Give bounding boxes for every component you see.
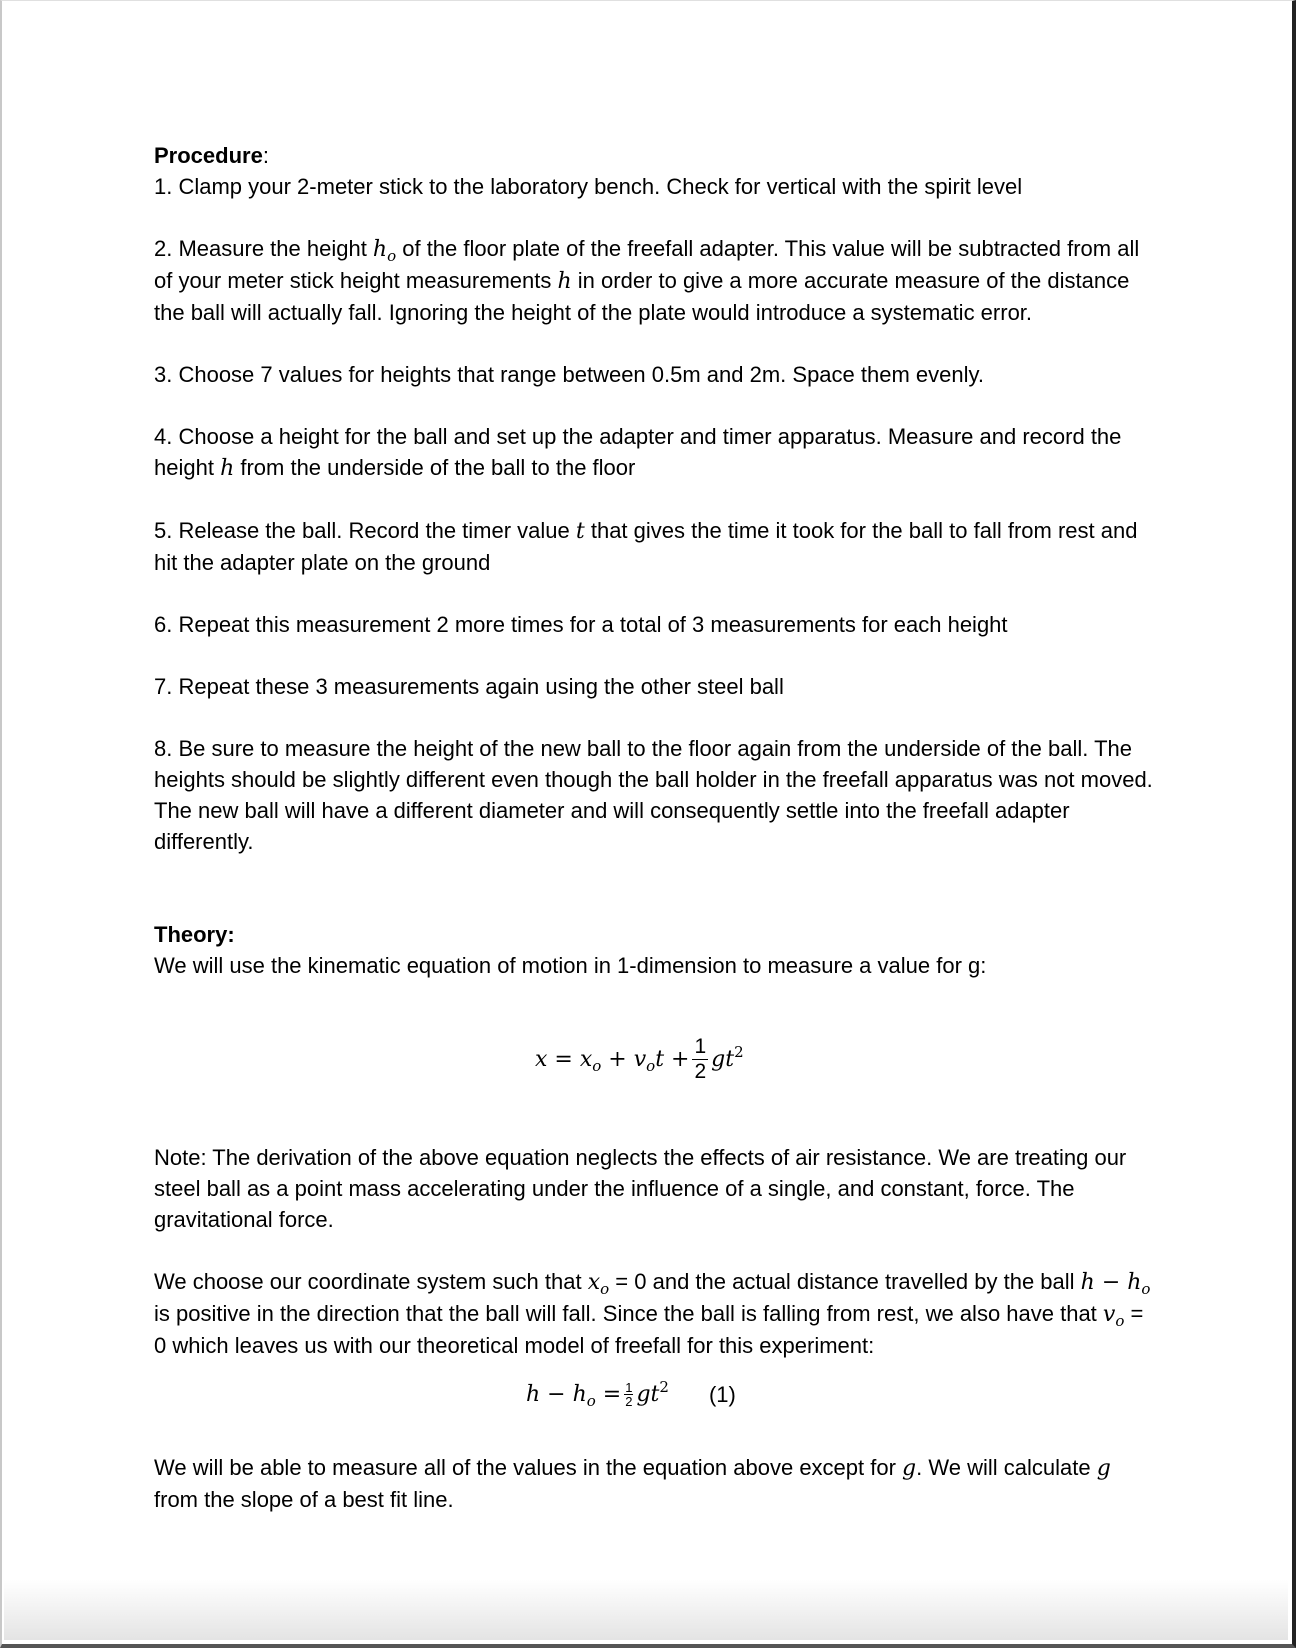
procedure-step-8: 8. Be sure to measure the height of the new ball to the floor again from the underside of the ball. The heights should be slightly different even though the ball holder in the freefall apparatus was not moved. The new ball will have a different diameter and will consequently settle into the freefall adapter differently.: [154, 736, 1153, 854]
page-bottom-shadow: [4, 1580, 1288, 1640]
procedure-heading: Procedure:: [154, 143, 269, 168]
procedure-step-1: 1. Clamp your 2-meter stick to the laboratory bench. Check for vertical with the spirit level: [154, 174, 1023, 199]
freefall-model-equation: $h - h_o$ = $\frac{1}{2}$ $gt^2$ (1): [526, 1378, 736, 1410]
procedure-step-5: 5. Release the ball. Record the timer value t that gives the time it took for the ball to fall from rest and hit the adapter plate on the ground: [154, 518, 1138, 575]
theory-closing-block: [154, 1452, 1154, 1515]
procedure-step-3: 3. Choose 7 values for heights that range between 0.5m and 2m. Space them evenly.: [154, 362, 984, 387]
one-half-small-fraction: $\frac{1}{2}$: [625, 1380, 633, 1409]
document-content: [154, 140, 1154, 981]
procedure-step-4: 4. Choose a height for the ball and set up the adapter and timer apparatus. Measure and record the height h from the underside of the ball to the floor: [154, 424, 1122, 481]
one-half-fraction: $\frac{1}{2}$: [694, 1035, 707, 1083]
kinematic-equation: $x = x_o + v_ot$ + $\frac{1}{2}$ $gt^2$: [535, 1035, 744, 1083]
procedure-step-2: 2. Measure the height $h_o$ of the floor plate of the freefall adapter. This value will be subtracted from all of your meter stick height measurements h in order to give a more accurate measure of the distance the ball will actually fall. Ignoring the height of the plate would introduce a systematic error.: [154, 236, 1140, 325]
procedure-step-6: 6. Repeat this measurement 2 more times for a total of 3 measurements for each height: [154, 612, 1008, 637]
procedure-step-7: 7. Repeat these 3 measurements again using the other steel ball: [154, 674, 784, 699]
theory-closing: We will be able to measure all of the values in the equation above except for g. We will calculate g from the slope of a best fit line.: [154, 1455, 1111, 1512]
theory-body: [154, 1142, 1154, 1361]
equation-number: (1): [708, 1381, 736, 1407]
theory-intro: We will use the kinematic equation of motion in 1-dimension to measure a value for g:: [154, 953, 987, 978]
theory-note: Note: The derivation of the above equation neglects the effects of air resistance. We are treating our steel ball as a point mass accelerating under the influence of a single, and constant, force. The gravitational force.: [154, 1145, 1127, 1232]
theory-heading: Theory:: [154, 922, 235, 947]
theory-coordinate-system: We choose our coordinate system such that $x_o = 0$ and the actual distance travelled by the ball $h - h_o$ is positive in the direction that the ball will fall. Since the ball is falling from rest, we also have that $v_o = 0$ which leaves us with our theoretical model of freefall for this experiment:: [154, 1269, 1151, 1358]
